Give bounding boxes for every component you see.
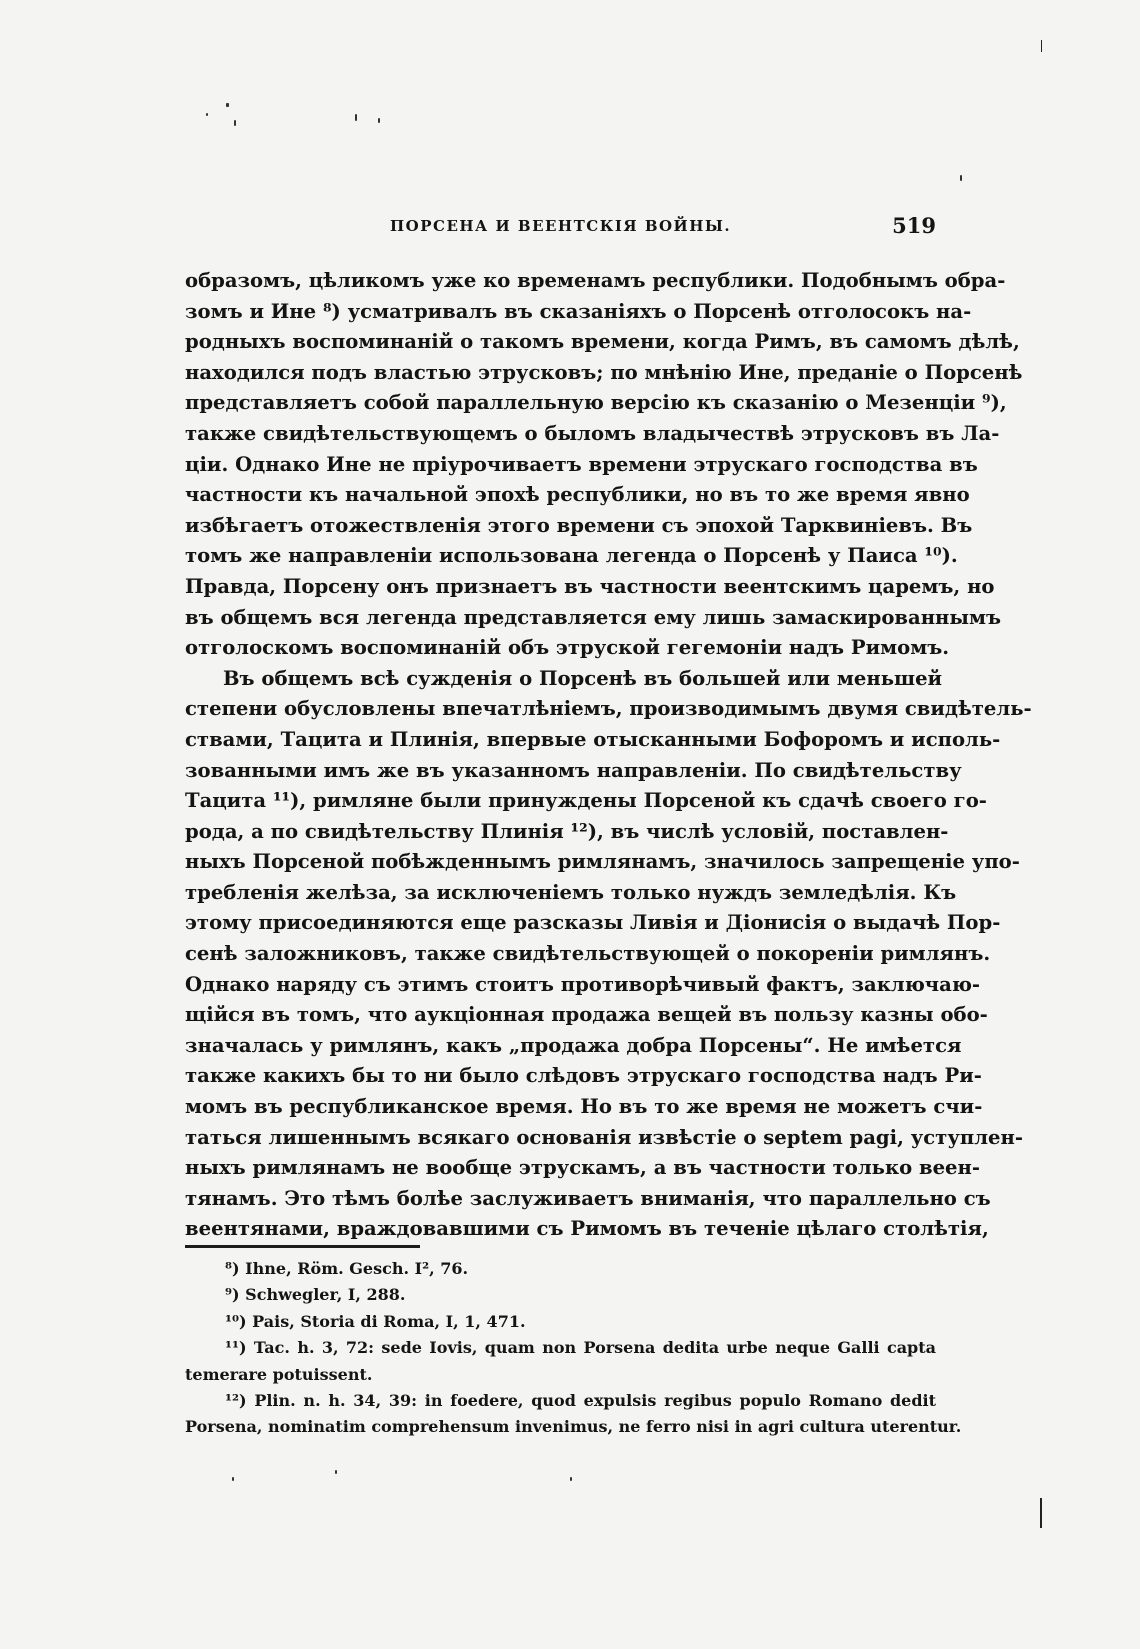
footnote-continuation: temerare potuissent. <box>185 1364 373 1384</box>
scan-speck <box>378 118 380 123</box>
scan-speck <box>570 1477 572 1481</box>
scan-speck <box>206 113 208 116</box>
scan-speck <box>234 120 236 126</box>
text-line: степени обусловлены впечатлѣніемъ, производимымъ двумя свидѣтель- <box>185 697 1032 721</box>
text-line: сенѣ заложниковъ, также свидѣтельствующей о покореніи римлянъ. <box>185 942 991 966</box>
text-line: представляетъ собой параллельную версію къ сказанію о Мезенціи ⁹), <box>185 391 1007 415</box>
page-header <box>185 213 936 243</box>
footnote: ⁹) Schwegler, I, 288. <box>225 1285 406 1305</box>
text-line: Тацита ¹¹), римляне были принуждены Порсеной къ сдачѣ своего го- <box>185 789 987 813</box>
text-line: Въ общемъ всѣ сужденія о Порсенѣ въ большей или меньшей <box>223 666 943 690</box>
text-line: родныхъ воспоминаній о такомъ времени, когда Римъ, въ самомъ дѣлѣ, <box>185 330 1020 354</box>
scan-speck <box>335 1470 337 1474</box>
text-line: рода, а по свидѣтельству Плинія ¹²), въ числѣ условій, поставлен- <box>185 819 949 843</box>
text-line: ныхъ римлянамъ не вообще этрускамъ, а въ частности только веен- <box>185 1156 981 1180</box>
footnote: ¹⁰) Pais, Storia di Roma, I, 1, 471. <box>225 1311 526 1331</box>
text-line: образомъ, цѣликомъ уже ко временамъ республики. Подобнымъ обра- <box>185 269 1006 292</box>
scan-speck <box>232 1477 234 1481</box>
text-line: веентянами, враждовавшими съ Римомъ въ теченіе цѣлаго столѣтія, <box>185 1217 989 1241</box>
text-line: щійся въ томъ, что аукціонная продажа вещей въ пользу казны обо- <box>185 1003 988 1027</box>
scan-edge-mark <box>1040 1498 1042 1528</box>
footnote-continuation: Porsena, nominatim comprehensum invenimus, ne ferro nisi in agri cultura uterentur. <box>185 1417 962 1437</box>
text-line: ныхъ Порсеной побѣжденнымъ римлянамъ, значилось запрещеніе упо- <box>185 850 1020 874</box>
text-line: избѣгаетъ отожествленія этого времени съ эпохой Тарквиніевъ. Въ <box>185 513 973 537</box>
text-line: требленія желѣза, за исключеніемъ только нуждъ земледѣлія. Къ <box>185 880 957 904</box>
text-line: также какихъ бы то ни было слѣдовъ этрускаго господства надъ Ри- <box>185 1064 982 1088</box>
text-line: Однако наряду съ этимъ стоитъ противорѣчивый фактъ, заключаю- <box>185 972 981 996</box>
text-line: таться лишеннымъ всякаго основанія извѣстіе о septem pagi, уступлен- <box>185 1125 1023 1149</box>
text-line: ціи. Однако Ине не пріурочиваетъ времени этрускаго господства въ <box>185 452 978 476</box>
footnote: ¹²) Plin. n. h. 34, 39: in foedere, quod expulsis regibus populo Romano dedit <box>225 1390 936 1410</box>
page-number: 519 <box>892 213 936 238</box>
footnote-rule <box>185 1245 420 1248</box>
text-line: этому присоединяются еще разсказы Ливія и Діонисія о выдачѣ Пор- <box>185 911 1001 935</box>
scan-speck <box>960 175 962 181</box>
text-line: въ общемъ вся легенда представляется ему лишь замаскированнымъ <box>185 605 1002 629</box>
text-line: ствами, Тацита и Плинія, впервые отысканными Бофоромъ и исполь- <box>185 727 1001 751</box>
body-text <box>185 266 1032 1245</box>
text-line: тянамъ. Это тѣмъ болѣе заслуживаетъ вниманія, что параллельно съ <box>185 1186 991 1210</box>
scan-speck <box>355 114 357 121</box>
text-line: зованными имъ же въ указанномъ направленіи. По свидѣтельству <box>185 758 962 782</box>
scan-speck <box>226 103 229 107</box>
text-line: зомъ и Ине ⁸) усматривалъ въ сказаніяхъ о Порсенѣ отголосокъ на- <box>185 299 972 323</box>
text-line: отголоскомъ воспоминаній объ этруской гегемоніи надъ Римомъ. <box>185 636 950 660</box>
text-line: Правда, Порсену онъ признаетъ въ частности веентскимъ царемъ, но <box>185 574 995 598</box>
text-line: также свидѣтельствующемъ о быломъ владычествѣ этрусковъ въ Ла- <box>185 421 1000 445</box>
scan-edge-mark <box>1041 40 1042 52</box>
text-line: момъ въ республиканское время. Но въ то же время не можетъ счи- <box>185 1095 983 1119</box>
text-line: томъ же направленіи использована легенда о Порсенѣ у Паиса ¹⁰). <box>185 544 958 568</box>
text-line: частности къ начальной эпохѣ республики, но въ то же время явно <box>185 483 970 507</box>
text-line: находился подъ властью этрусковъ; по мнѣнію Ине, преданіе о Порсенѣ <box>185 360 1023 384</box>
text-line: значалась у римлянъ, какъ „продажа добра Порсены“. Не имѣется <box>185 1033 962 1057</box>
footnotes <box>185 1256 962 1441</box>
footnote: ⁸) Ihne, Röm. Gesch. I², 76. <box>225 1259 469 1278</box>
running-title: ПОРСЕНА И ВЕЕНТСКІЯ ВОЙНЫ. <box>390 217 732 235</box>
footnote: ¹¹) Tac. h. 3, 72: sede Iovis, quam non Porsena dedita urbe neque Galli capta <box>225 1338 936 1358</box>
